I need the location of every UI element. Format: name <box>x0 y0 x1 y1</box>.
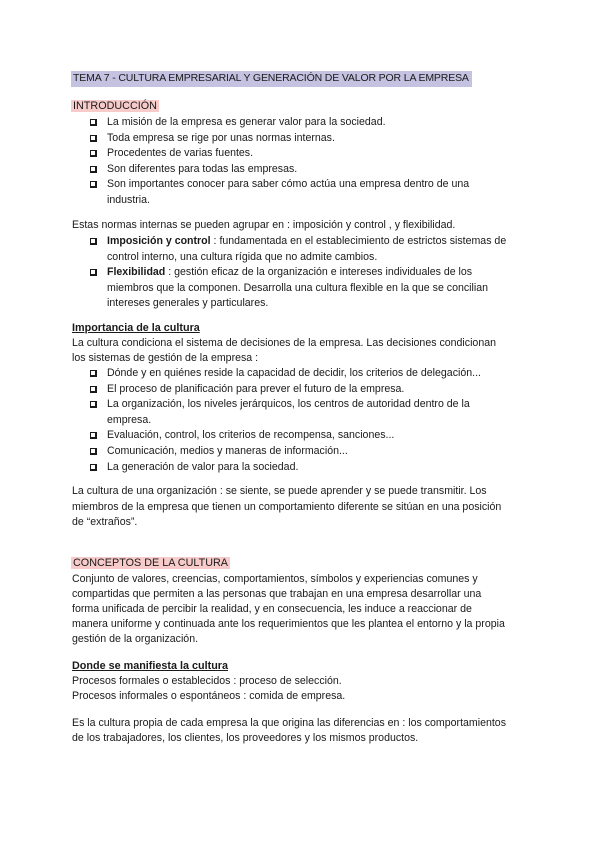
section-heading-introduccion: INTRODUCCIÓN <box>73 100 157 112</box>
list-item: La misión de la empresa es generar valor para la sociedad. <box>90 115 469 131</box>
list-item: Toda empresa se rige por unas normas internas. <box>90 131 469 147</box>
intro-bullet-list <box>90 115 469 209</box>
list-item: El proceso de planificación para prever el futuro de la empresa. <box>90 382 481 398</box>
manifiesta-paragraph-line: Es la cultura propia de cada empresa la que origina las diferencias en : los comportamientos <box>72 717 506 729</box>
subheading-importancia: Importancia de la cultura <box>72 322 200 334</box>
manifiesta-paragraph-line: de los trabajadores, los clientes, los proveedores y los mismos productos. <box>72 732 419 744</box>
importancia-bullet-list <box>90 366 481 475</box>
list-item: Dónde y en quiénes reside la capacidad de decidir, los criterios de delegación... <box>90 366 481 382</box>
conceptos-line: forma unificada de percibir la realidad, y en consecuencia, les induce a reaccionar de <box>72 603 472 615</box>
conceptos-line: Conjunto de valores, creencias, comportamientos, símbolos y experiencias comunes y <box>72 573 478 585</box>
importancia-paragraph-line: miembros de la empresa que tienen un comportamiento diferente se sitúan en una posición <box>72 501 502 513</box>
checkbox-bullet-icon <box>90 401 97 408</box>
list-item: La generación de valor para la sociedad. <box>90 460 481 476</box>
importancia-line: los sistemas de gestión de la empresa : <box>72 352 259 364</box>
checkbox-bullet-icon <box>90 135 97 142</box>
conceptos-line: manera uniforme y continuada ante los requerimientos que les plantea el entorno y la propia <box>72 618 505 630</box>
manifiesta-line: Procesos formales o establecidos : proceso de selección. <box>72 675 342 687</box>
list-item: Son importantes conocer para saber cómo actúa una empresa dentro de una industria. <box>90 177 469 208</box>
checkbox-bullet-icon <box>90 370 97 377</box>
subheading-manifiesta: Donde se manifiesta la cultura <box>72 660 229 672</box>
manifiesta-line: Procesos informales o espontáneos : comida de empresa. <box>72 690 346 702</box>
norms-bullet-list <box>90 234 506 312</box>
importancia-paragraph-line: de “extraños”. <box>72 516 138 528</box>
list-item: Comunicación, medios y maneras de información... <box>90 444 481 460</box>
section-heading-conceptos: CONCEPTOS DE LA CULTURA <box>73 557 228 569</box>
checkbox-bullet-icon <box>90 181 97 188</box>
checkbox-bullet-icon <box>90 150 97 157</box>
checkbox-bullet-icon <box>90 238 97 245</box>
checkbox-bullet-icon <box>90 386 97 393</box>
importancia-paragraph-line: La cultura de una organización : se siente, se puede aprender y se puede transmitir. Los <box>72 485 487 497</box>
checkbox-bullet-icon <box>90 448 97 455</box>
list-item: Flexibilidad : gestión eficaz de la organización e intereses individuales de los miembros que la componen. Desarrolla una cultura flexible en la que se concilian intereses generales y particulares. <box>90 265 506 312</box>
list-item: La organización, los niveles jerárquicos, los centros de autoridad dentro de la empresa. <box>90 397 481 428</box>
checkbox-bullet-icon <box>90 432 97 439</box>
list-item: Procedentes de varias fuentes. <box>90 146 469 162</box>
conceptos-line: gestión de la organización. <box>72 633 199 645</box>
checkbox-bullet-icon <box>90 464 97 471</box>
intro-paragraph: Estas normas internas se pueden agrupar en : imposición y control , y flexibilidad. <box>72 219 456 231</box>
page-title: TEMA 7 - CULTURA EMPRESARIAL Y GENERACIÓN DE VALOR POR LA EMPRESA <box>71 71 472 87</box>
checkbox-bullet-icon <box>90 269 97 276</box>
list-item: Evaluación, control, los criterios de recompensa, sanciones... <box>90 428 481 444</box>
list-item: Imposición y control : fundamentada en el establecimiento de estrictos sistemas de control interno, una cultura rígida que no admite cambios. <box>90 234 506 265</box>
checkbox-bullet-icon <box>90 119 97 126</box>
importancia-line: La cultura condiciona el sistema de decisiones de la empresa. Las decisiones condicionan <box>72 337 497 349</box>
list-item: Son diferentes para todas las empresas. <box>90 162 469 178</box>
checkbox-bullet-icon <box>90 166 97 173</box>
conceptos-line: compartidas que permiten a las personas que trabajan en una empresa desarrollar una <box>72 588 482 600</box>
